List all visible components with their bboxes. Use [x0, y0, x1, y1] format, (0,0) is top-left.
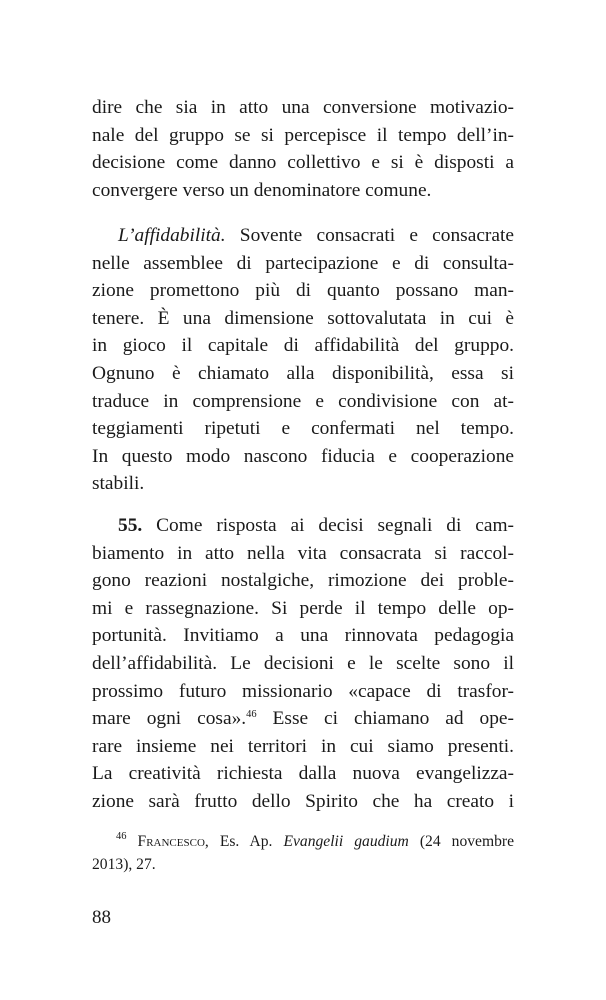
- text-line: portunità. Invitiamo a una rinnovata pedagogia: [92, 625, 514, 647]
- text-line: traduce in comprensione e condivisione con at-: [92, 390, 514, 412]
- text-line: teggiamenti ripetuti e confermati nel tempo.: [92, 418, 514, 440]
- text-line: dell’affidabilità. Le decisioni e le scelte sono il: [92, 652, 514, 674]
- paragraph-affidabilita: [92, 222, 514, 498]
- text-span: Esse ci chiamano ad ope-: [256, 708, 514, 730]
- footnote-line: [92, 830, 514, 853]
- footnote-author: Francesco: [137, 833, 205, 850]
- text-line: [92, 222, 514, 250]
- text-line: convergere verso un denominatore comune.: [92, 179, 432, 201]
- text-line: zione promettono più di quanto possano man-: [92, 280, 514, 302]
- text-line: gono reazioni nostalgiche, rimozione dei proble-: [92, 570, 514, 592]
- paragraph-continuation: [92, 94, 514, 204]
- text-span: (24 novembre: [408, 833, 514, 850]
- text-line: prossimo futuro missionario «capace di trasfor-: [92, 680, 514, 702]
- text-line: in gioco il capitale di affidabilità del gruppo.: [92, 335, 514, 357]
- paragraph-number: 55.: [118, 515, 143, 536]
- text-span: mare ogni cosa».: [92, 708, 247, 730]
- text-line: Ognuno è chiamato alla disponibilità, essa si: [92, 362, 514, 384]
- text-line: decisione come danno collettivo e si è disposti a: [92, 152, 514, 174]
- footnote-reference[interactable]: 46: [246, 709, 257, 721]
- page-number: 88: [92, 907, 111, 928]
- text-line: nale del gruppo se si percepisce il tempo dell’in-: [92, 124, 514, 146]
- text-span: , Es. Ap.: [204, 833, 284, 850]
- text-line: rare insieme nei territori in cui siamo presenti.: [92, 735, 514, 757]
- text-line: In questo modo nascono fiducia e cooperazione: [92, 445, 514, 467]
- paragraph-heading: L’affidabilità.: [118, 225, 226, 246]
- text-line: mi e rassegnazione. Si perde il tempo delle op-: [92, 597, 514, 619]
- text-line: nelle assemblee di partecipazione e di consulta-: [92, 252, 514, 274]
- text-line: stabili.: [92, 473, 145, 495]
- text-span: Come risposta ai decisi segnali di cam-: [156, 515, 514, 536]
- footnote: [92, 830, 514, 876]
- text-span: Sovente consacrati e consacrate: [239, 225, 514, 246]
- footnote-marker: 46: [116, 831, 127, 842]
- text-line: zione sarà frutto dello Spirito che ha creato i: [92, 790, 514, 812]
- footnote-title: Evangelii gaudium: [283, 833, 409, 850]
- paragraph-55: [92, 512, 514, 816]
- footnote-line: 2013), 27.: [92, 856, 156, 873]
- text-line: dire che sia in atto una conversione motivazio-: [92, 97, 514, 118]
- text-line: La creatività richiesta dalla nuova evangelizza-: [92, 763, 514, 785]
- text-line: tenere. È una dimensione sottovalutata in cui è: [92, 307, 514, 329]
- text-line: biamento in atto nella vita consacrata si raccol-: [92, 542, 514, 564]
- text-line: [92, 705, 514, 733]
- text-line: [92, 512, 514, 540]
